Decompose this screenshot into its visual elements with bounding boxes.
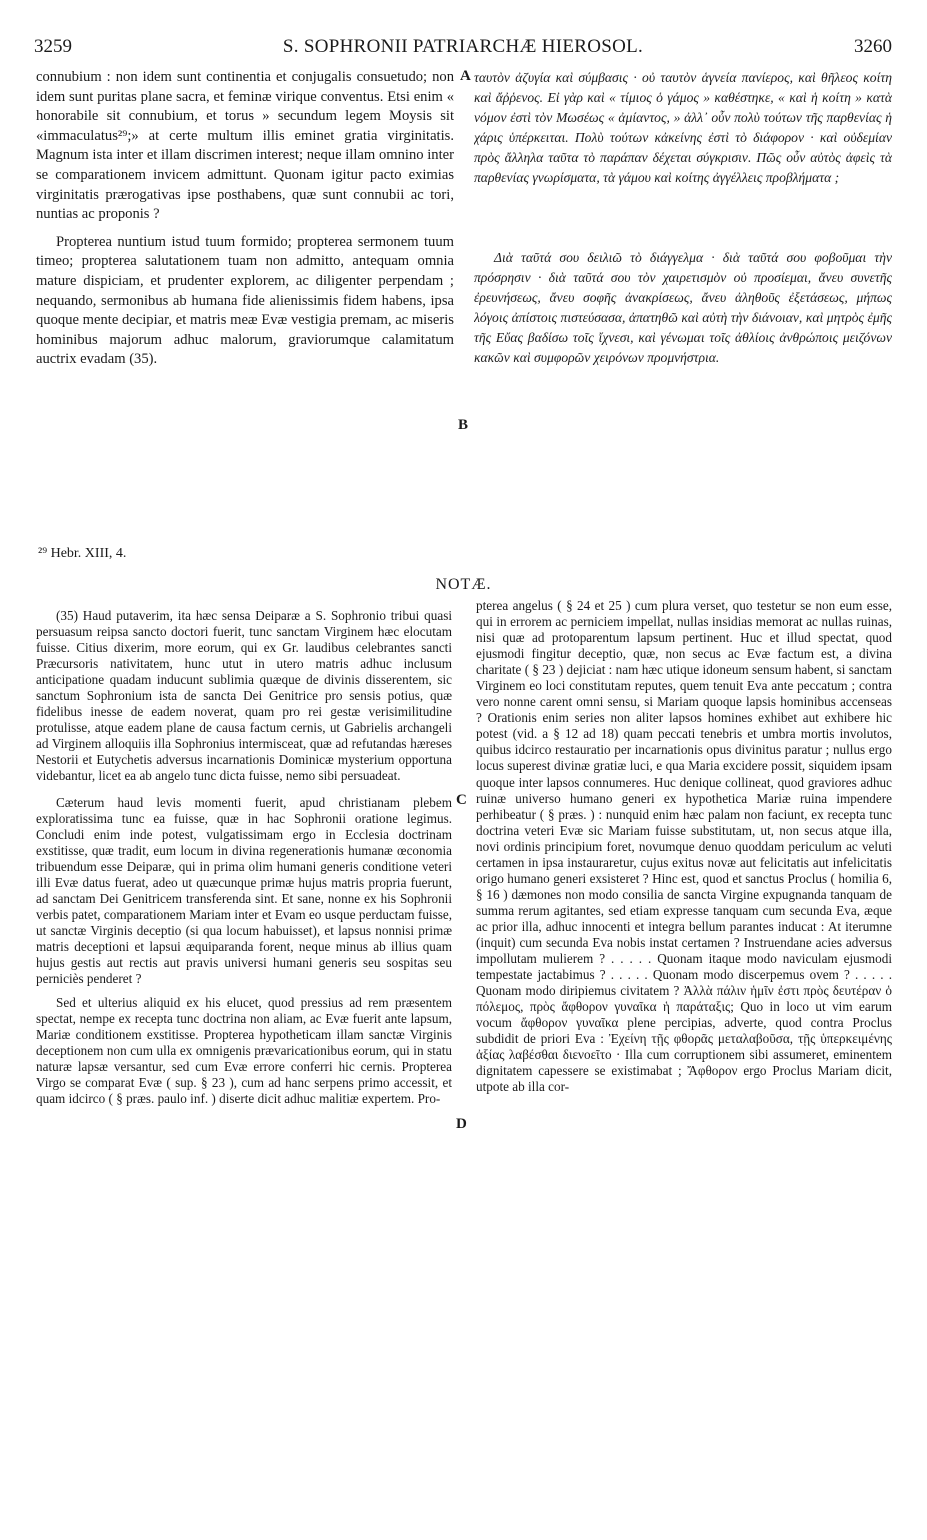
note-paragraph-2: Cæterum haud levis momenti fuerit, apud christianam plebem exploratissima tunc ea fuisse, quæ in hac Sophronii oratione legimus. Concludi enim inde potest, vulgatissimam ergo in Ecclesia doctrinam exstitisse, quæ tradit, eum locum in divina regenerationis humanæ œconomia tribuendum esse Deiparæ, qui in prima olim humani generis conditione veteri illi Evæ datus fuerat, adeo ut quæcunque primæ hujus matris propria fuerunt, ad sanctam Dei Genitricem transferenda sint. Et sane, nonne ex his Sophronii verbis patet, comparationem Mariam inter et Evam eo usque perductam fuisse, ut sanctæ Virginis deceptio (si qua locum habuisset), et lapsus nonnisi primæ matris deceptioni et lapsui æquiparanda forent, neque minus ab illius quam hujus gestis aut rectis aut pravis universi humani generis seu sospitas seu perniciès penderet ? (36, 794, 452, 987)
note-paragraph-1: (35) Haud putaverim, ita hæc sensa Deiparæ a S. Sophronio tribui quasi persuasum reipsa sancto doctori fuerit, tunc sanctam Virginem hæc elocutam fuisse. Citius dixerim, more eorum, qui ex Gr. laudibus celebrantes sancti Præcursoris nativitatem, hunc utut in utero matris adhuc inclusum anticipatione quadam inducunt sublimia quæque de divinis disserentem, sic sanctum Sophronium ista de sancta Dei Genitrice pro sensis potius, quæ fidelibus inesse de eadem noverat, quam pro rei gestæ verisimilitudine protulisse, atque eadem plane de causa factum cernis, ut Gabrielis archangeli ad Virginem alloquiis illa Sophronius intermisceat, quæ ad refutandas hæreses Nestorii et Eutychetis adversus incarnationis Dominicæ mysterium opportuna videbantur, licet ea ab angelo tunc dicta fuisse, nemo sibi persuadeat. (36, 608, 452, 784)
latin-paragraph-1: connubium : non idem sunt continentia et conjugalis consuetudo; non idem sunt puritas plane sacra, et feminæ virique conventus. Etsi enim « honorabile sit connubium, et torus » secundum legem Moysis sit «immaculatus²⁹;» at certe multum illis eminet gratia virginitatis. Magnum ista inter et illam discrimen interest; neque illam omnino inter se comparationem invicem admittunt. Quonam igitur pacto eximias virginitatis prærogativas ipse posthabens, quæ sunt connubii ac tori, nuntias ac proponis ? (36, 69, 454, 223)
footnote: ²⁹ Hebr. XIII, 4. (38, 546, 127, 561)
margin-marker-c: C (456, 792, 467, 808)
margin-marker-d: D (456, 1116, 467, 1132)
greek-paragraph-1: ταυτὸν ἀζυγία καὶ σύμβασις · οὐ ταυτὸν ἁγνεία πανίερος, καὶ θῆλεος κοίτη καὶ ἄῤῥενος. Εἰ γὰρ καὶ « τίμιος ὁ γάμος » καθέστηκε, « καὶ ἡ κοίτη » κατὰ νόμον ἐστὶ τὸν Μωσέως « ἀμίαντος, » ἀλλ᾽ οὖν πολὺ τούτων τῆς παρθενίας ἡ χάρις ὑπέρκειται. Πολὺ τούτων κἀκείνης ἐστὶ τὸ διάφορον · καὶ οὐδεμίαν πρὸς ἄλληλα ταῦτα τὸ παράπαν δέχεται σύγκρισιν. Πῶς οὖν αὐτὸς ἀφεὶς τὰ παρθενίας γνωρίσματα, τὰ γάμου καὶ κοίτης ἀγγέλλεις προβλήματα ; (474, 70, 892, 185)
running-title: S. SOPHRONII PATRIARCHÆ HIEROSOL. (282, 36, 644, 57)
notes-right-column (476, 598, 892, 1530)
margin-marker-a: A (460, 68, 471, 84)
notes-title: NOTÆ. (435, 576, 492, 593)
page-number-left: 3259 (34, 36, 72, 57)
page-number-right: 3260 (854, 36, 892, 57)
latin-paragraph-2: Propterea nuntium istud tuum formido; propterea sermonem tuum timeo; propterea salutationem tuam non admitto, antequam omnia mature dispiciam, et prudenter explorem, ac diligenter perpendam ; nequando, sermonibus ab humana fide alienissimis fidem habens, ipsa quoque mente decipiar, et matris meæ Evæ vestigia premam, ac miseris hominibus majorum adhuc malorum, graviorumque calamitatum auctrix evadam (35). (36, 233, 454, 368)
greek-paragraph-2: Διὰ ταῦτά σου δειλιῶ τὸ διάγγελμα · διὰ ταῦτά σου φοβοῦμαι τὴν πρόσρησιν · διὰ ταῦτά σου τὸν χαιρετισμὸν οὐ προσίεμαι, ἄνευ συνετῆς ἐρευνήσεως, ἄνευ σοφῆς ἀνακρίσεως, ἄνευ ἀληθοῦς ἐξετάσεως, μήπως λόγοις ἀπίστοις πιστεύσασα, ἀπατηθῶ καὶ αὐτὴ τὴν διάνοιαν, καὶ μητρὸς ἐμῆς τῆς Εὔας βαδίσω τοῖς ἴχνεσι, καὶ γένωμαι τοῖς ἀθλίοις ἀνθρώποις μειζόνων κακῶν καὶ συμφορῶν χειρόνων προμνήστρια. (474, 250, 892, 365)
note-paragraph-right: pterea angelus ( § 24 et 25 ) cum plura verset, quo testetur se non eum esse, qui in errorem ac perniciem impellat, nullas insidias memorat ac nullas ruinas, nisi quæ ad protoparentum lapsum pertinent. Huc et illud spectat, quod ejusmodi fingitur deceptio, quæ, non secus ac Evæ factum est, a divina charitate ( § 23 ) dejiciat : nam hæc utique idoneum sensum habent, si sanctam Virginem eo loci constitutam reputes, quem tenuit Eva ante peccatum ; contra vero nonne carent omni sensu, si Mariam quoque lapsis hominibus accenseas ? Orationis enim series non aliter lapsos homines exhibet aut exhibere hic potest (vid. a § 12 ad 18) quam peccati tenebris et umbra mortis involutos, quibus idcirco restauratio per incarnationis opus divinitus paratur ; nullus ergo locus superest divinæ gratiæ luci, e qua Maria excidere possit, siquidem ipsam quoque inter lapsos connumeres. Huc denique collineat, quod graviores adhuc ruinæ universo humano generi ex hypothetica Mariæ ruina impendere perhibeatur ( § præs. ) : nunquid enim hæc palam non faciunt, ex recepta tunc doctrina veteri Evæ sic Mariam fuisse substitutam, ut, non secus atque illa, novi ordinis principium foret, novumque denuo quoddam periculum ac veluti certamen in ipsa instauraretur, cujus exitus novæ aut felicitatis aut infelicitatis origo humano generi exsisteret ? Hinc est, quod et sanctus Proclus ( homilia 6, § 16 ) dæmones non modo consilia de sancta Virgine expugnanda tanquam de summa rerum agitantes, sed etiam expresse tanquam cum secunda Eva, æque ac prior illa, adhuc innocenti et integra bellum parantes inducat : At iterumne (inquit) cum secunda Eva nobis instat certamen ? Instruendane acies adversus impollutam mulierem ? . . . . . Quonam itaque modo naviculam ejusmodi tempestate jactabimus ? . . . . . Quonam modo discerpemus ovem ? . . . . . Quonam modo diripiemus civitatem ? Ἀλλὰ πάλιν ἡμῖν ἐστι πρὸς δευτέραν ὁ πόλεμος, πρὸς ἄφθορον γυναῖκα ἡ παράταξις; Quo in loco ut vim earum vocum ἄφθορον γυναῖκα plene percipias, adverte, quod contra Proclus subdidit de priori Eva : Ἐχείνη τῇς φθορᾶς μεταλαβοῦσα, τῇς ὑπερκειμένης ἀξίας λαβέσθαι διενοεῖτο · Illa cum corruptionem sibi assumeret, eminentem dignitatem capessere se existimabat ; Ἄφθορον ergo Proclus Mariam dicit, utpote ab illa cor- (476, 598, 892, 1095)
notes-left-column (36, 608, 452, 1528)
page-header (34, 36, 892, 62)
note-paragraph-3: Sed et ulterius aliquid ex his elucet, quod pressius ad rem præsentem spectat, nempe ex recepta tunc doctrina non aliam, ac Evæ fuerit ante lapsum, Mariæ conditionem exstitisse. Propterea hypotheticam illam sanctæ Virginis deceptionem non cum ulla ex omnigenis prævaricationibus eorum, qui in statu naturæ lapsæ versantur, sed cum Evæ errore conferri hic cernis. Propterea Virgo se comparat Evæ ( sup. § 23 ), cum ad hanc serpens primo accessit, et quam idcirco ( § præs. paulo inf. ) diserte dicit adhuc malitiæ expertem. Pro- (36, 995, 452, 1107)
greek-column (474, 68, 892, 528)
latin-column (36, 68, 454, 538)
margin-marker-b: B (458, 417, 469, 433)
